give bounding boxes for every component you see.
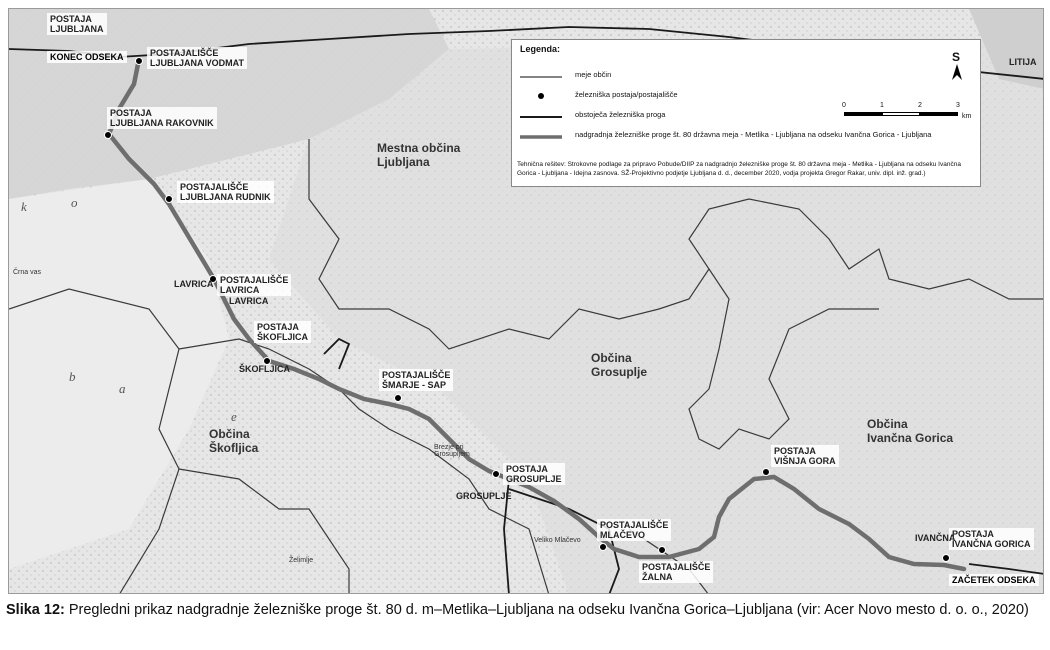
town-mlacevo: Veliko Mlačevo [534,537,581,544]
legend-item-label: meje občin [575,70,612,79]
legend-item-upgrade [520,130,960,142]
scale-tick: 2 [918,102,922,109]
place-grosuplje: GROSUPLJE [456,491,512,501]
map [8,8,1044,594]
legend-item-label: železniška postaja/postajališče [575,90,678,99]
scale-tick: 0 [842,102,846,109]
figure-caption [6,600,1046,620]
letter-o: o [71,195,78,210]
legend-box [511,39,981,187]
legend-item-stations [520,90,960,102]
municipality-ivancna-gorica: Občina Ivančna Gorica [867,417,954,445]
legend-item-label: nadgradnja železniške proge št. 80 državna meja - Metlika - Ljubljana na odseku Ivančna Gorica - Ljubljana [575,130,932,139]
town-zelimlje: Želimlje [289,557,314,564]
municipality-skofljica: Občina Škofljica [209,427,259,455]
scale-unit: km [962,113,972,120]
label-visnja-gora: POSTAJA VIŠNJA GORA [771,445,839,467]
label-ljubljana-rakovnik: POSTAJA LJUBLJANA RAKOVNIK [107,107,217,129]
municipality-grosuplje: Občina Grosuplje [591,351,648,379]
caption-label: Slika 12: [6,602,65,618]
scale-bar [842,102,972,122]
legend-item-label: obstoječa železniška proga [575,110,666,119]
place-litija: LITIJA [1009,57,1037,67]
label-konec-odseka: KONEC ODSEKA [47,51,127,63]
scale-tick: 3 [956,102,960,109]
label-ljubljana-rudnik: POSTAJALIŠČE LJUBLJANA RUDNIK [177,181,274,203]
label-postaja-ljubljana: POSTAJA LJUBLJANA [47,13,107,35]
town-brezje: Brezje pri Grosupljem [434,444,470,458]
town-crna-vas: Črna vas [13,269,42,276]
scale-tick: 1 [880,102,884,109]
label-grosuplje-station: POSTAJA GROSUPLJE [503,463,565,485]
place-lavrica-a: LAVRICA [174,279,214,289]
upgrade-line-icon [520,135,562,139]
letter-k: k [21,199,27,214]
place-lavrica-b: LAVRICA [229,296,269,306]
place-ivancna: IVANČNA [915,533,956,543]
station-dot-icon [520,92,562,100]
letter-b: b [69,369,76,384]
label-zacetek-odseka: ZAČETEK ODSEKA [949,574,1039,586]
caption-text: Pregledni prikaz nadgradnje železniške proge št. 80 d. m–Metlika–Ljubljana na odseku Ivančna Gorica–Ljubljana (vir: Acer Novo mesto d. o. o., 2020) [64,602,1029,618]
label-ljubljana-vodmat: POSTAJALIŠČE LJUBLJANA VODMAT [147,47,247,69]
legend-source-note: Tehnična rešitev: Strokovne podlage za pripravo Pobude/DIIP za nadgradnjo železniške proge št. 80 državna meja - Metlika - Ljubljana na odseku Ivančna Gorica - Ljubljana - Idejna zasnova. SŽ-Projektivno podjetje Ljubljana d. d., december 2020, vodja projekta Gregor Rakar, univ. dipl. inž. grad.) [517,161,961,177]
letter-e: e [231,409,237,424]
label-ivancna-gorica-station: POSTAJA IVANČNA GORICA [949,528,1034,550]
north-label: S [952,50,961,64]
label-smarje-sap: POSTAJALIŠČE ŠMARJE - SAP [379,369,453,391]
label-lavrica-stop: POSTAJALIŠČE LAVRICA [217,274,291,296]
label-zalna: POSTAJALIŠČE ŽALNA [639,561,713,583]
label-skofljica-station: POSTAJA ŠKOFLJICA [254,321,311,343]
border-line-icon [520,75,562,79]
legend-item-borders [520,70,960,82]
label-mlacevo: POSTAJALIŠČE MLAČEVO [597,519,671,541]
municipality-ljubljana: Mestna občina Ljubljana [377,141,461,169]
place-skofljica: ŠKOFLJICA [239,364,291,374]
letter-a: a [119,381,126,396]
existing-line-icon [520,115,562,119]
legend-title: Legenda: [520,44,561,54]
